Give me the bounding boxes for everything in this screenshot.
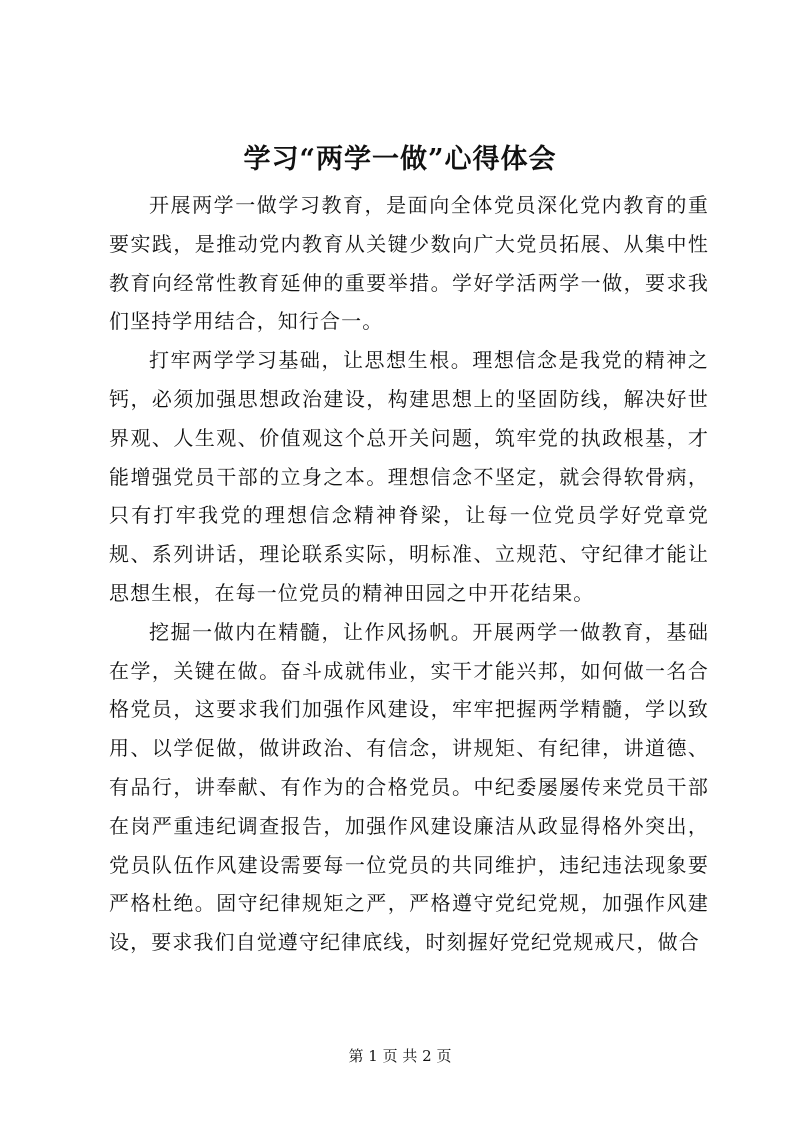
- document-title: 学习“两学一做”心得体会: [243, 144, 557, 175]
- document-body: [109, 186, 709, 962]
- page-number-footer: 第 1 页 共 2 页: [348, 1047, 452, 1065]
- paragraph-2: 打牢两学学习基础，让思想生根。理想信念是我党的精神之钙，必须加强思想政治建设，构建思想上的坚固防线，解决好世界观、人生观、价值观这个总开关问题，筑牢党的执政根基，才能增强党员干部的立身之本。理想信念不坚定，就会得软骨病，只有打牢我党的理想信念精神脊梁，让每一位党员学好党章党规、系列讲话，理论联系实际，明标准、立规范、守纪律才能让思想生根，在每一位党员的精神田园之中开花结果。: [109, 348, 709, 605]
- paragraph-1: 开展两学一做学习教育，是面向全体党员深化党内教育的重要实践，是推动党内教育从关键少数向广大党员拓展、从集中性教育向经常性教育延伸的重要举措。学好学活两学一做，要求我们坚持学用结合，知行合一。: [109, 193, 709, 334]
- paragraph-3: 挖掘一做内在精髓，让作风扬帆。开展两学一做教育，基础在学，关键在做。奋斗成就伟业，实干才能兴邦，如何做一名合格党员，这要求我们加强作风建设，牢牢把握两学精髓，学以致用、以学促做，做讲政治、有信念，讲规矩、有纪律，讲道德、有品行，讲奉献、有作为的合格党员。中纪委屡屡传来党员干部在岗严重违纪调查报告，加强作风建设廉洁从政显得格外突出，党员队伍作风建设需要每一位党员的共同维护，违纪违法现象要严格杜绝。固守纪律规矩之严，严格遵守党纪党规，加强作风建设，要求我们自觉遵守纪律底线，时刻握好党纪党规戒尺，做合: [109, 619, 709, 955]
